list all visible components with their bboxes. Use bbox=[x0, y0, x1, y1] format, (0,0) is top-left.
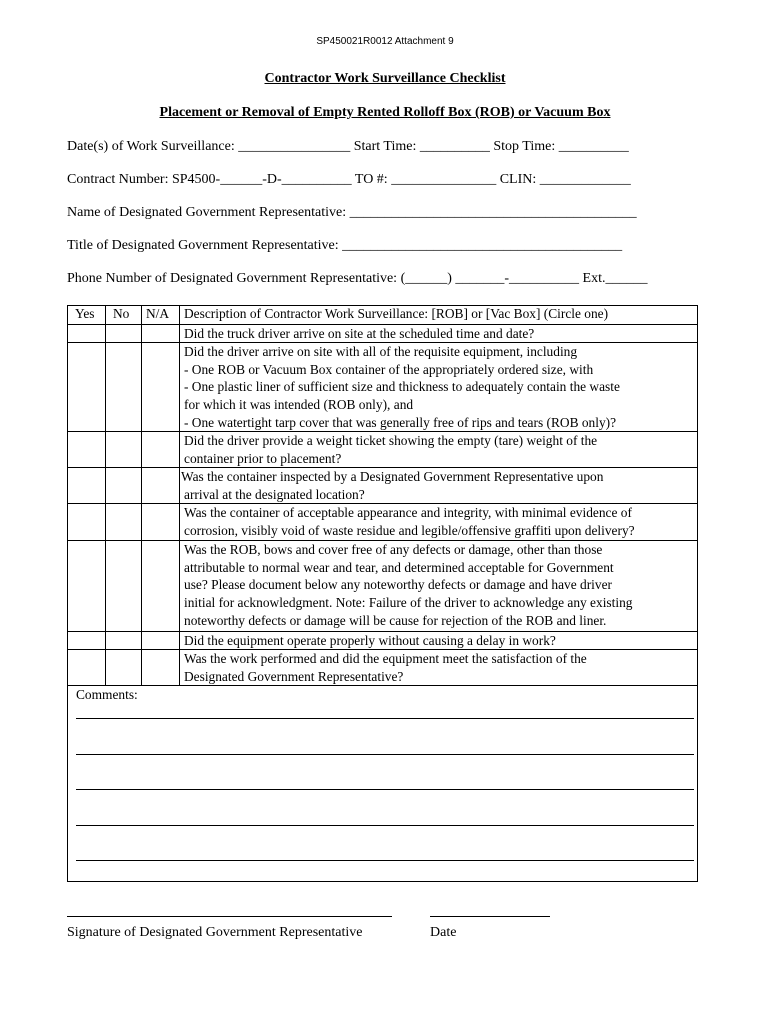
checklist-item-line: Did the driver arrive on site with all of the requisite equipment, including bbox=[184, 344, 578, 359]
checklist-item bbox=[184, 432, 597, 467]
checklist-item-line: - One watertight tarp cover that was generally free of rips and tears (ROB only)? bbox=[184, 414, 617, 430]
signature-line[interactable] bbox=[67, 916, 392, 917]
checklist-item bbox=[181, 468, 603, 503]
checklist-item-line: attributable to normal wear and tear, and determined acceptable for Government bbox=[184, 559, 614, 575]
representative-title-field[interactable]: Title of Designated Government Representative: ________________________________________ bbox=[67, 238, 623, 253]
comments-line[interactable] bbox=[76, 754, 694, 755]
document-title: Contractor Work Surveillance Checklist bbox=[264, 71, 506, 86]
checklist-item-line: container prior to placement? bbox=[184, 450, 342, 466]
checklist-item bbox=[184, 650, 587, 685]
column-header-description: Description of Contractor Work Surveillance: [ROB] or [Vac Box] (Circle one) bbox=[184, 306, 609, 321]
checklist-item-line: for which it was intended (ROB only), and bbox=[184, 397, 414, 413]
checklist-item-line: - One ROB or Vacuum Box container of the appropriately ordered size, with bbox=[184, 361, 594, 377]
comments-line[interactable] bbox=[76, 789, 694, 790]
date-label: Date bbox=[430, 925, 457, 940]
representative-phone-field[interactable]: Phone Number of Designated Government Representative: (______) _______-__________ Ext.______ bbox=[67, 271, 648, 286]
comments-line[interactable] bbox=[76, 860, 694, 861]
checklist-item-line: - One plastic liner of sufficient size and thickness to adequately contain the waste bbox=[184, 379, 620, 395]
checklist-item-line: Was the work performed and did the equipment meet the satisfaction of the bbox=[184, 651, 587, 666]
surveillance-checklist-table bbox=[67, 305, 698, 882]
column-divider bbox=[141, 306, 142, 685]
document-reference: SP450021R0012 Attachment 9 bbox=[316, 36, 454, 47]
checklist-item-line: arrival at the designated location? bbox=[184, 486, 365, 502]
contract-number-field[interactable]: Contract Number: SP4500-______-D-__________ TO #: _______________ CLIN: _____________ bbox=[67, 172, 631, 187]
column-header-na: N/A bbox=[146, 306, 170, 321]
checklist-item-line: Was the container of acceptable appearance and integrity, with minimal evidence of bbox=[184, 505, 632, 520]
checklist-item-line: use? Please document below any noteworthy defects or damage and have driver bbox=[184, 577, 612, 593]
column-divider bbox=[179, 306, 180, 685]
checklist-item-line: Was the container inspected by a Designated Government Representative upon bbox=[181, 469, 604, 484]
checklist-item-line: corrosion, visibly void of waste residue and legible/offensive graffiti upon delivery? bbox=[184, 522, 635, 538]
checklist-item-line: Designated Government Representative? bbox=[184, 668, 404, 684]
checklist-item-line: Did the driver provide a weight ticket showing the empty (tare) weight of the bbox=[184, 433, 598, 448]
checklist-item bbox=[184, 325, 534, 343]
checklist-item bbox=[184, 343, 620, 432]
comments-line[interactable] bbox=[76, 825, 694, 826]
column-header-yes: Yes bbox=[75, 306, 95, 321]
checklist-item-line: Was the ROB, bows and cover free of any defects or damage, other than those bbox=[184, 542, 603, 557]
comments-label: Comments: bbox=[76, 687, 138, 702]
checklist-item bbox=[184, 632, 556, 650]
column-header-no: No bbox=[113, 306, 130, 321]
checklist-item-line: initial for acknowledgment. Note: Failure of the driver to acknowledge any existing bbox=[184, 595, 633, 611]
checklist-item bbox=[184, 541, 632, 630]
checklist-item-line: Did the equipment operate properly without causing a delay in work? bbox=[184, 633, 556, 648]
checklist-item-line: noteworthy defects or damage will be cause for rejection of the ROB and liner. bbox=[184, 612, 607, 628]
checklist-item bbox=[184, 504, 635, 539]
comments-line[interactable] bbox=[76, 718, 694, 719]
date-line[interactable] bbox=[430, 916, 550, 917]
document-subtitle: Placement or Removal of Empty Rented Rolloff Box (ROB) or Vacuum Box bbox=[159, 105, 611, 120]
signature-label: Signature of Designated Government Representative bbox=[67, 925, 363, 940]
column-divider bbox=[105, 306, 106, 685]
representative-name-field[interactable]: Name of Designated Government Representative: _________________________________________ bbox=[67, 205, 637, 220]
checklist-item-line: Did the truck driver arrive on site at the scheduled time and date? bbox=[184, 326, 535, 341]
surveillance-dates-field[interactable]: Date(s) of Work Surveillance: ________________ Start Time: __________ Stop Time: __________ bbox=[67, 139, 629, 154]
